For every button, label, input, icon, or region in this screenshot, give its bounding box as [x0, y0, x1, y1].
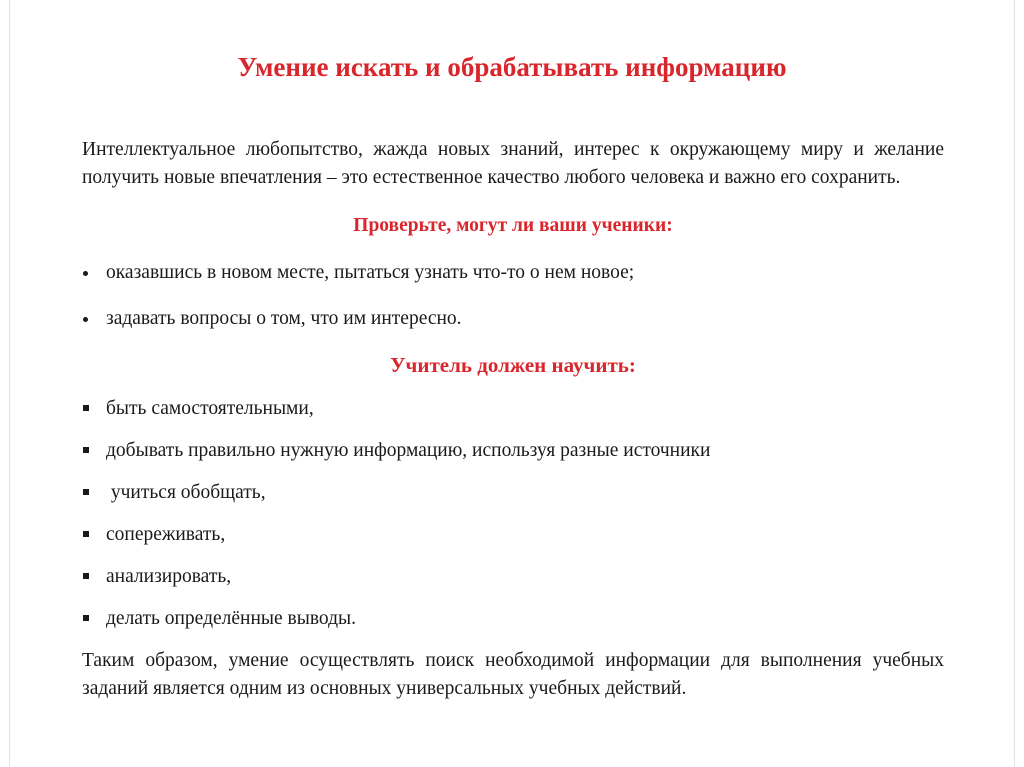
list-item [82, 259, 944, 287]
slide-border-right [1014, 0, 1015, 767]
slide-border-left [9, 0, 10, 767]
check-heading: Проверьте, могут ли ваши ученики: [353, 215, 673, 236]
list-item-text: задавать вопросы о том, что им интересно. [106, 308, 462, 329]
check-list [82, 259, 944, 333]
intro-paragraph: Интеллектуальное любопытство, жажда новых знаний, интерес к окружающему миру и желание получить новые впечатления – это естественное качество любого человека и важно его сохранить. [82, 139, 944, 188]
list-item [82, 605, 944, 633]
list-item-text: анализировать, [106, 566, 232, 587]
list-item [82, 305, 944, 333]
list-item-text: учиться обобщать, [106, 482, 266, 503]
list-item [82, 395, 944, 423]
slide-title: Умение искать и обрабатывать информацию [237, 52, 787, 82]
list-item-text: сопереживать, [106, 524, 226, 545]
list-item-text: делать определённые выводы. [106, 608, 357, 629]
list-item [82, 521, 944, 549]
conclusion-paragraph: Таким образом, умение осуществлять поиск необходимой информации для выполнения учебных заданий является одним из основных универсальных учебных действий. [82, 650, 944, 699]
list-item-text: быть самостоятельными, [106, 398, 314, 419]
list-item [82, 563, 944, 591]
list-item-text: оказавшись в новом месте, пытаться узнать что-то о нем новое; [106, 262, 635, 283]
list-item [82, 437, 944, 465]
teach-list [82, 395, 944, 633]
list-item [82, 479, 944, 507]
slide-body [82, 136, 944, 703]
list-item-text: добывать правильно нужную информацию, используя разные источники [106, 440, 711, 461]
teach-heading: Учитель должен научить: [390, 353, 636, 377]
